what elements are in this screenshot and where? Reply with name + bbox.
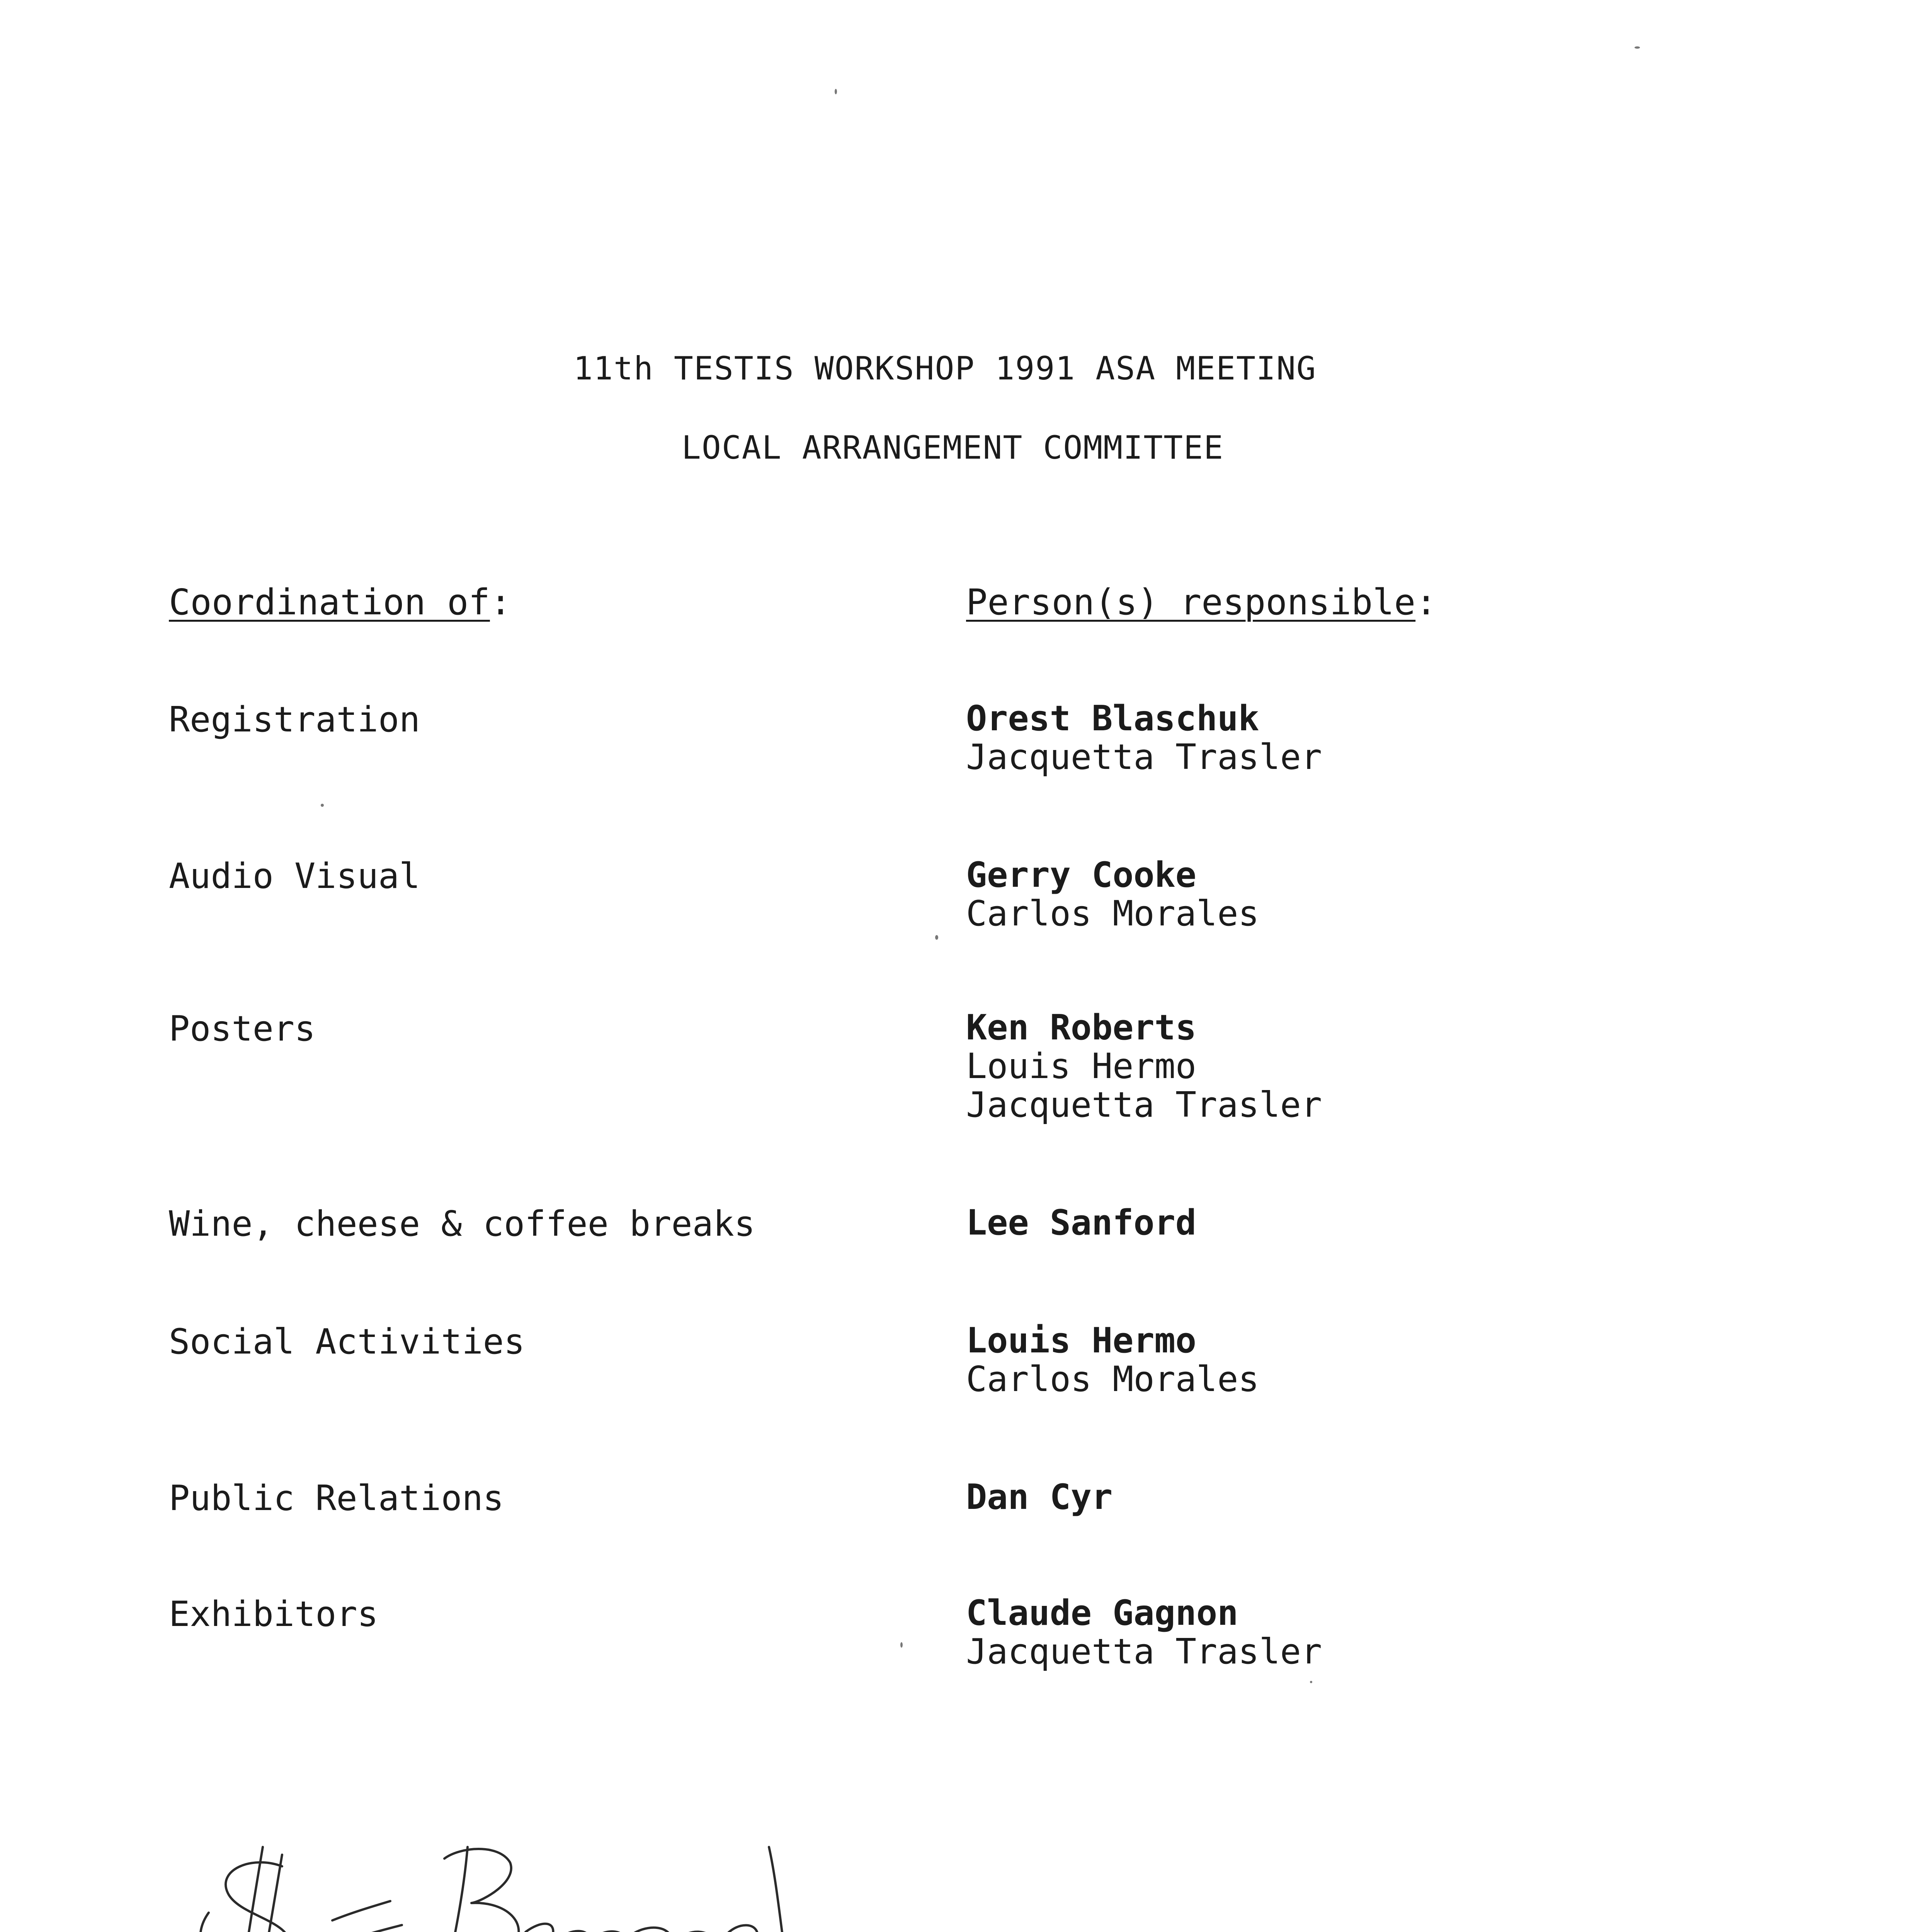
task-label: Audio Visual xyxy=(169,856,420,896)
column-header-coordination xyxy=(169,582,511,623)
person-name: Gerry Cooke xyxy=(966,855,1197,895)
column-header-coordination-colon: : xyxy=(490,582,512,623)
person-name: Carlos Morales xyxy=(966,893,1259,934)
person-name: Louis Hermo xyxy=(966,1320,1197,1361)
person-name: Claude Gagnon xyxy=(966,1593,1238,1633)
scan-speck xyxy=(1635,46,1640,49)
people-list xyxy=(966,1321,1259,1399)
people-list xyxy=(966,1009,1322,1124)
person-name: Ken Roberts xyxy=(966,1007,1197,1048)
person-name: Lee Sanford xyxy=(966,1202,1197,1243)
task-label: Public Relations xyxy=(169,1478,504,1519)
people-list xyxy=(966,1594,1322,1671)
people-list xyxy=(966,1204,1196,1242)
people-list xyxy=(966,1478,1112,1517)
task-label: Social Activities xyxy=(169,1321,525,1362)
scan-speck xyxy=(935,935,938,940)
person-name: Carlos Morales xyxy=(966,1359,1259,1400)
person-name: Orest Blaschuk xyxy=(966,698,1259,739)
people-list xyxy=(966,856,1259,933)
handwritten-note xyxy=(166,1824,997,1932)
person-name: Jacquetta Trasler xyxy=(966,1085,1322,1125)
column-header-persons-label: Person(s) responsible xyxy=(966,582,1416,623)
person-name: Louis Hermo xyxy=(966,1046,1197,1087)
people-list xyxy=(966,699,1322,777)
column-header-persons xyxy=(966,582,1437,623)
task-label: Registration xyxy=(169,699,420,740)
scan-speck xyxy=(835,89,837,94)
document-title: 11th TESTIS WORKSHOP 1991 ASA MEETING xyxy=(573,350,1317,387)
scan-speck xyxy=(900,1642,903,1648)
scan-speck xyxy=(321,804,324,807)
task-label: Posters xyxy=(169,1009,316,1049)
person-name: Jacquetta Trasler xyxy=(966,1631,1322,1672)
column-header-persons-colon: : xyxy=(1415,582,1437,623)
task-label: Exhibitors xyxy=(169,1594,378,1634)
person-name: Dan Cyr xyxy=(966,1477,1113,1517)
person-name: Jacquetta Trasler xyxy=(966,737,1322,777)
scan-speck xyxy=(1310,1681,1312,1683)
column-header-coordination-label: Coordination of xyxy=(169,582,490,623)
document-subtitle: LOCAL ARRANGEMENT COMMITTEE xyxy=(681,429,1224,466)
task-label: Wine, cheese & coffee breaks xyxy=(169,1204,755,1244)
